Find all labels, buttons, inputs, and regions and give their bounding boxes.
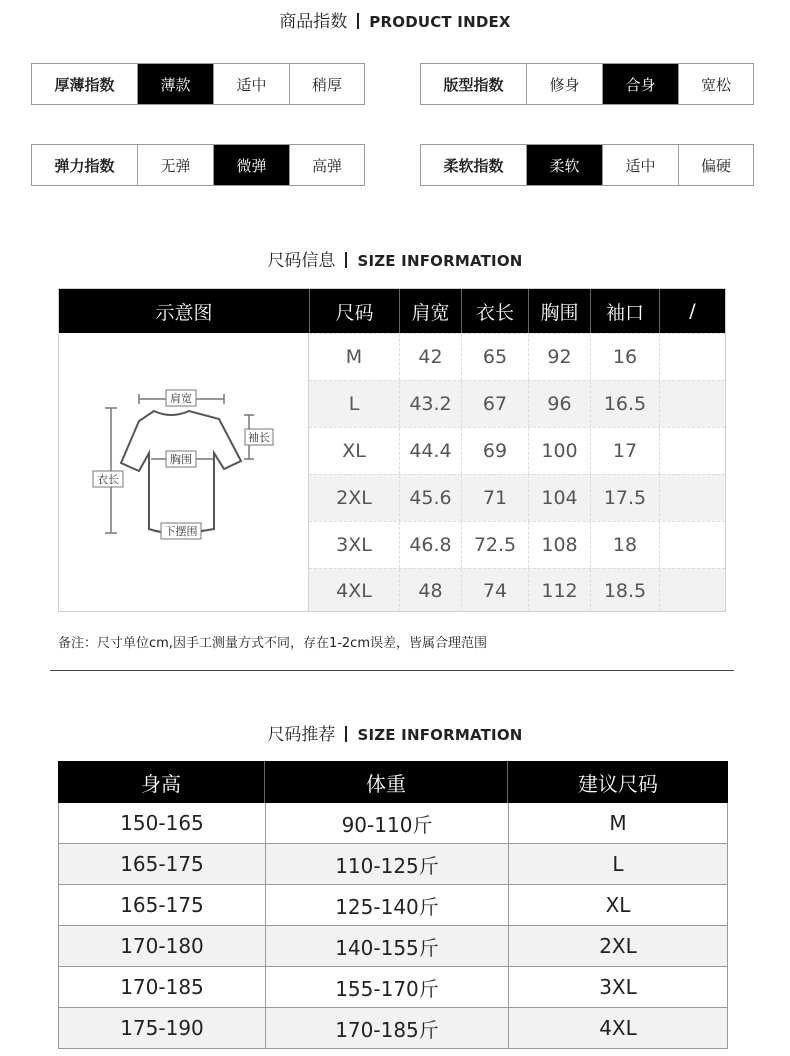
softness-index xyxy=(420,144,754,186)
cell-height: 170-185 xyxy=(120,975,204,999)
tshirt-diagram xyxy=(59,333,309,611)
fit-index xyxy=(420,63,754,105)
index-option: 偏硬 xyxy=(678,145,753,185)
header-size: 尺码 xyxy=(309,289,399,333)
title-en: PRODUCT INDEX xyxy=(369,13,511,31)
diagram-label-shoulder: 肩宽 xyxy=(170,392,192,405)
cell-length: 69 xyxy=(461,428,528,474)
index-label: 版型指数 xyxy=(443,75,504,94)
index-option: 柔软 xyxy=(526,145,602,185)
cell-size: L xyxy=(508,844,727,884)
table-row xyxy=(309,380,725,427)
table-row xyxy=(58,885,728,926)
cell-shoulder: 42 xyxy=(399,334,461,380)
cell-cuff: 18.5 xyxy=(590,569,659,612)
cell-empty xyxy=(659,428,725,474)
diagram-label-hem: 下摆围 xyxy=(164,525,198,538)
table-row xyxy=(58,1008,728,1049)
cell-size: 2XL xyxy=(336,487,372,509)
cell-chest: 100 xyxy=(528,428,590,474)
cell-height: 175-190 xyxy=(120,1016,204,1040)
tshirt-icon xyxy=(59,333,307,611)
cell-shoulder: 43.2 xyxy=(399,381,461,427)
cell-empty xyxy=(659,381,725,427)
table-header xyxy=(58,761,728,803)
cell-chest: 92 xyxy=(528,334,590,380)
diagram-label-chest: 胸围 xyxy=(170,453,192,466)
header-suggested-size: 建议尺码 xyxy=(507,761,728,803)
diagram-label-sleeve: 袖长 xyxy=(248,431,270,444)
cell-height: 150-165 xyxy=(120,811,204,835)
cell-cuff: 17.5 xyxy=(590,475,659,521)
index-option: 修身 xyxy=(526,64,602,104)
cell-empty xyxy=(659,569,725,612)
index-option: 稍厚 xyxy=(289,64,364,104)
title-en: SIZE INFORMATION xyxy=(357,726,523,744)
index-option: 薄款 xyxy=(137,64,213,104)
cell-shoulder: 45.6 xyxy=(399,475,461,521)
cell-length: 71 xyxy=(461,475,528,521)
size-recommend-title xyxy=(0,720,790,745)
table-row xyxy=(58,926,728,967)
header-height: 身高 xyxy=(141,771,181,796)
index-label: 柔软指数 xyxy=(443,156,504,175)
cell-size: L xyxy=(348,393,360,415)
header-length: 衣长 xyxy=(461,289,528,333)
elasticity-index xyxy=(31,144,365,186)
cell-chest: 104 xyxy=(528,475,590,521)
cell-size: 4XL xyxy=(508,1008,727,1048)
cell-weight: 140-155斤 xyxy=(265,926,508,966)
cell-size: M xyxy=(345,346,363,368)
cell-length: 67 xyxy=(461,381,528,427)
cell-cuff: 18 xyxy=(590,522,659,568)
header-cuff: 袖口 xyxy=(590,289,659,333)
diagram-label-length: 衣长 xyxy=(97,473,119,486)
cell-size: 4XL xyxy=(336,579,372,602)
thickness-index xyxy=(31,63,365,105)
cell-chest: 112 xyxy=(528,569,590,612)
cell-shoulder: 48 xyxy=(399,569,461,612)
cell-length: 65 xyxy=(461,334,528,380)
header-weight: 体重 xyxy=(264,761,507,803)
cell-cuff: 17 xyxy=(590,428,659,474)
cell-size: M xyxy=(508,803,727,843)
cell-weight: 90-110斤 xyxy=(265,803,508,843)
table-row xyxy=(309,521,725,568)
cell-chest: 96 xyxy=(528,381,590,427)
size-info-table xyxy=(58,288,726,612)
cell-size: XL xyxy=(342,440,366,462)
cell-length: 72.5 xyxy=(461,522,528,568)
title-separator xyxy=(345,252,347,268)
table-row xyxy=(309,474,725,521)
table-row xyxy=(309,427,725,474)
cell-height: 170-180 xyxy=(120,934,204,958)
cell-cuff: 16 xyxy=(590,334,659,380)
cell-weight: 170-185斤 xyxy=(265,1008,508,1048)
table-header xyxy=(59,289,725,333)
table-row xyxy=(58,803,728,844)
title-separator xyxy=(357,13,359,29)
cell-size: 3XL xyxy=(508,967,727,1007)
table-row xyxy=(58,844,728,885)
cell-length: 74 xyxy=(461,569,528,612)
index-option: 适中 xyxy=(602,145,678,185)
index-option: 无弹 xyxy=(137,145,213,185)
cell-chest: 108 xyxy=(528,522,590,568)
header-diagram: 示意图 xyxy=(155,301,213,324)
header-slash: / xyxy=(659,289,725,333)
cell-size: 3XL xyxy=(336,534,372,556)
index-option: 高弹 xyxy=(289,145,364,185)
index-option: 微弹 xyxy=(213,145,289,185)
cell-size: XL xyxy=(508,885,727,925)
title-cn: 尺码信息 xyxy=(267,251,336,271)
table-row xyxy=(309,568,725,611)
header-chest: 胸围 xyxy=(528,289,590,333)
title-cn: 尺码推荐 xyxy=(267,725,336,745)
cell-weight: 110-125斤 xyxy=(265,844,508,884)
cell-shoulder: 46.8 xyxy=(399,522,461,568)
cell-height: 165-175 xyxy=(120,852,204,876)
header-shoulder: 肩宽 xyxy=(399,289,461,333)
title-cn: 商品指数 xyxy=(279,12,348,32)
index-option: 宽松 xyxy=(678,64,753,104)
cell-size: 2XL xyxy=(508,926,727,966)
section-divider xyxy=(50,670,734,671)
index-label: 厚薄指数 xyxy=(54,75,115,94)
size-info-title xyxy=(0,246,790,271)
table-row xyxy=(58,967,728,1008)
table-row xyxy=(309,333,725,380)
title-en: SIZE INFORMATION xyxy=(357,252,523,270)
cell-empty xyxy=(659,334,725,380)
index-option: 适中 xyxy=(213,64,289,104)
title-separator xyxy=(345,726,347,742)
index-label: 弹力指数 xyxy=(54,156,115,175)
cell-cuff: 16.5 xyxy=(590,381,659,427)
measurement-note: 备注：尺寸单位cm,因手工测量方式不同，存在1-2cm误差，皆属合理范围 xyxy=(58,636,487,651)
product-index-title xyxy=(0,7,790,32)
cell-empty xyxy=(659,522,725,568)
cell-weight: 125-140斤 xyxy=(265,885,508,925)
index-option: 合身 xyxy=(602,64,678,104)
cell-height: 165-175 xyxy=(120,893,204,917)
cell-shoulder: 44.4 xyxy=(399,428,461,474)
cell-weight: 155-170斤 xyxy=(265,967,508,1007)
cell-empty xyxy=(659,475,725,521)
